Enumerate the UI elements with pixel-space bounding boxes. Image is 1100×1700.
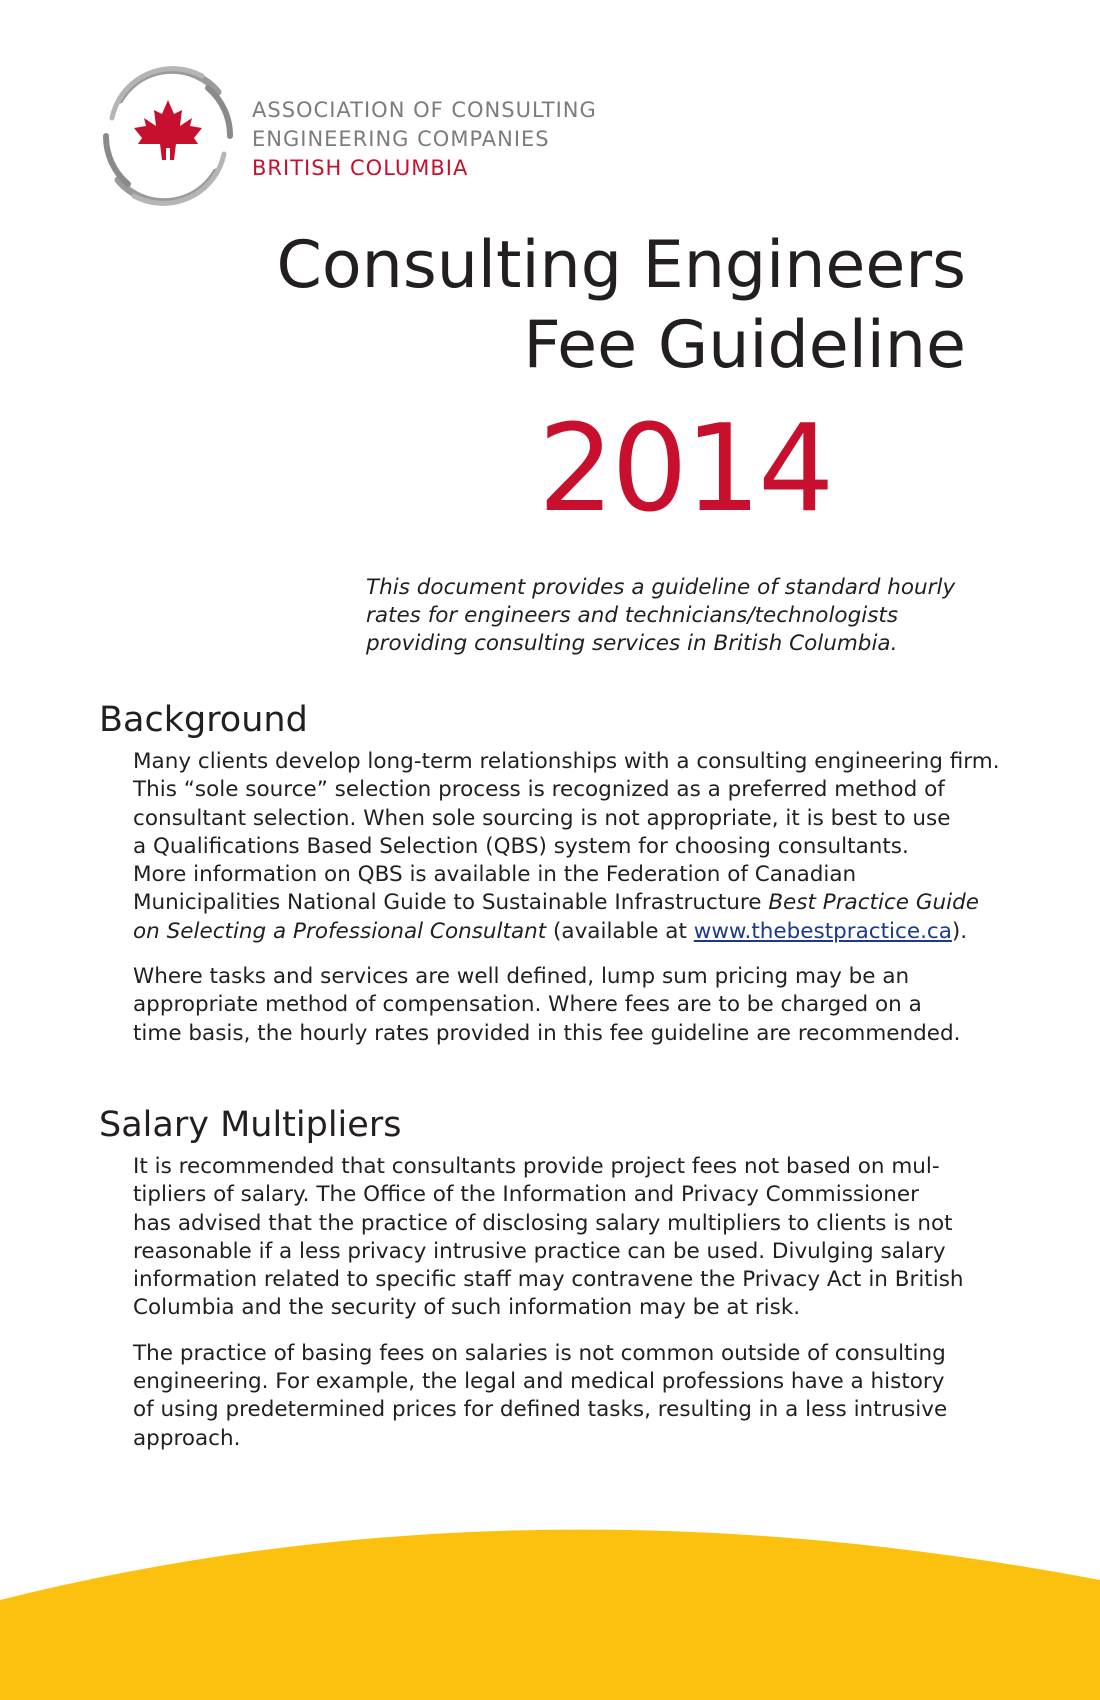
- intro-line: providing consulting services in British Columbia.: [366, 631, 898, 656]
- text-line: appropriate method of compensation. Where fees are to be charged on a: [133, 992, 922, 1018]
- text-line: Columbia and the security of such information may be at risk.: [133, 1295, 801, 1321]
- text-line: [133, 918, 1013, 946]
- text-line: time basis, the hourly rates provided in this fee guideline are recommended.: [133, 1020, 961, 1046]
- text-line: It is recommended that consultants provide project fees not based on mul-: [133, 1154, 940, 1179]
- text-line: engineering. For example, the legal and medical professions have a history: [133, 1369, 945, 1395]
- text-fragment: ).: [951, 918, 968, 944]
- salary-multipliers-section: [133, 1153, 1013, 1470]
- text-line: Where tasks and services are well defined, lump sum pricing may be an: [133, 964, 910, 990]
- intro-paragraph: [366, 574, 986, 658]
- text-line: tipliers of salary. The Office of the Information and Privacy Commissioner: [133, 1182, 919, 1208]
- text-fragment: (available at: [546, 918, 694, 944]
- maple-leaf-ring-icon: [98, 66, 238, 206]
- salary-paragraph-1: [133, 1153, 1013, 1323]
- text-line: of using predetermined prices for defined tasks, resulting in a less intrusive: [133, 1397, 948, 1423]
- organization-name: [252, 96, 597, 183]
- title-line-1: Consulting Engineers: [276, 228, 966, 303]
- text-line: [133, 889, 1013, 917]
- text-line: information related to specific staff may contravene the Privacy Act in British: [133, 1267, 964, 1293]
- text-line: approach.: [133, 1425, 241, 1451]
- guide-title-part-1: Best Practice Guide: [768, 890, 979, 916]
- best-practice-link[interactable]: www.thebestpractice.ca: [693, 918, 952, 944]
- background-heading: Background: [99, 700, 308, 740]
- background-paragraph-2: [133, 963, 1013, 1048]
- text-line: The practice of basing fees on salaries is not common outside of consulting: [133, 1340, 946, 1366]
- background-paragraph-1: [133, 748, 1013, 946]
- text-line: has advised that the practice of disclosing salary multipliers to clients is not: [133, 1210, 953, 1236]
- text-line: consultant selection. When sole sourcing is not appropriate, it is best to use: [133, 805, 951, 831]
- document-title: [277, 226, 966, 386]
- text-line: More information on QBS is available in the Federation of Canadian: [133, 862, 857, 888]
- text-fragment: Municipalities National Guide to Sustainable Infrastructure: [133, 890, 769, 916]
- text-line: a Qualifications Based Selection (QBS) system for choosing consultants.: [133, 833, 909, 859]
- intro-line: This document provides a guideline of standard hourly: [366, 575, 956, 600]
- background-section: [133, 748, 1013, 1065]
- text-line: Many clients develop long-term relationships with a consulting engineering firm.: [133, 749, 1000, 774]
- text-line: This “sole source” selection process is recognized as a preferred method of: [133, 777, 945, 803]
- org-line-1: ASSOCIATION OF CONSULTING: [252, 98, 597, 122]
- title-line-2: Fee Guideline: [523, 308, 966, 383]
- salary-paragraph-2: [133, 1340, 1013, 1453]
- intro-line: rates for engineers and technicians/technologists: [366, 603, 899, 628]
- document-year: 2014: [538, 400, 832, 539]
- salary-multipliers-heading: Salary Multipliers: [99, 1105, 402, 1145]
- text-line: reasonable if a less privacy intrusive practice can be used. Divulging salary: [133, 1238, 946, 1264]
- guide-title-part-2: on Selecting a Professional Consultant: [133, 918, 547, 944]
- org-line-2: ENGINEERING COMPANIES: [252, 127, 550, 151]
- yellow-swoosh-decoration: [0, 1480, 1100, 1700]
- org-line-3: BRITISH COLUMBIA: [252, 156, 469, 180]
